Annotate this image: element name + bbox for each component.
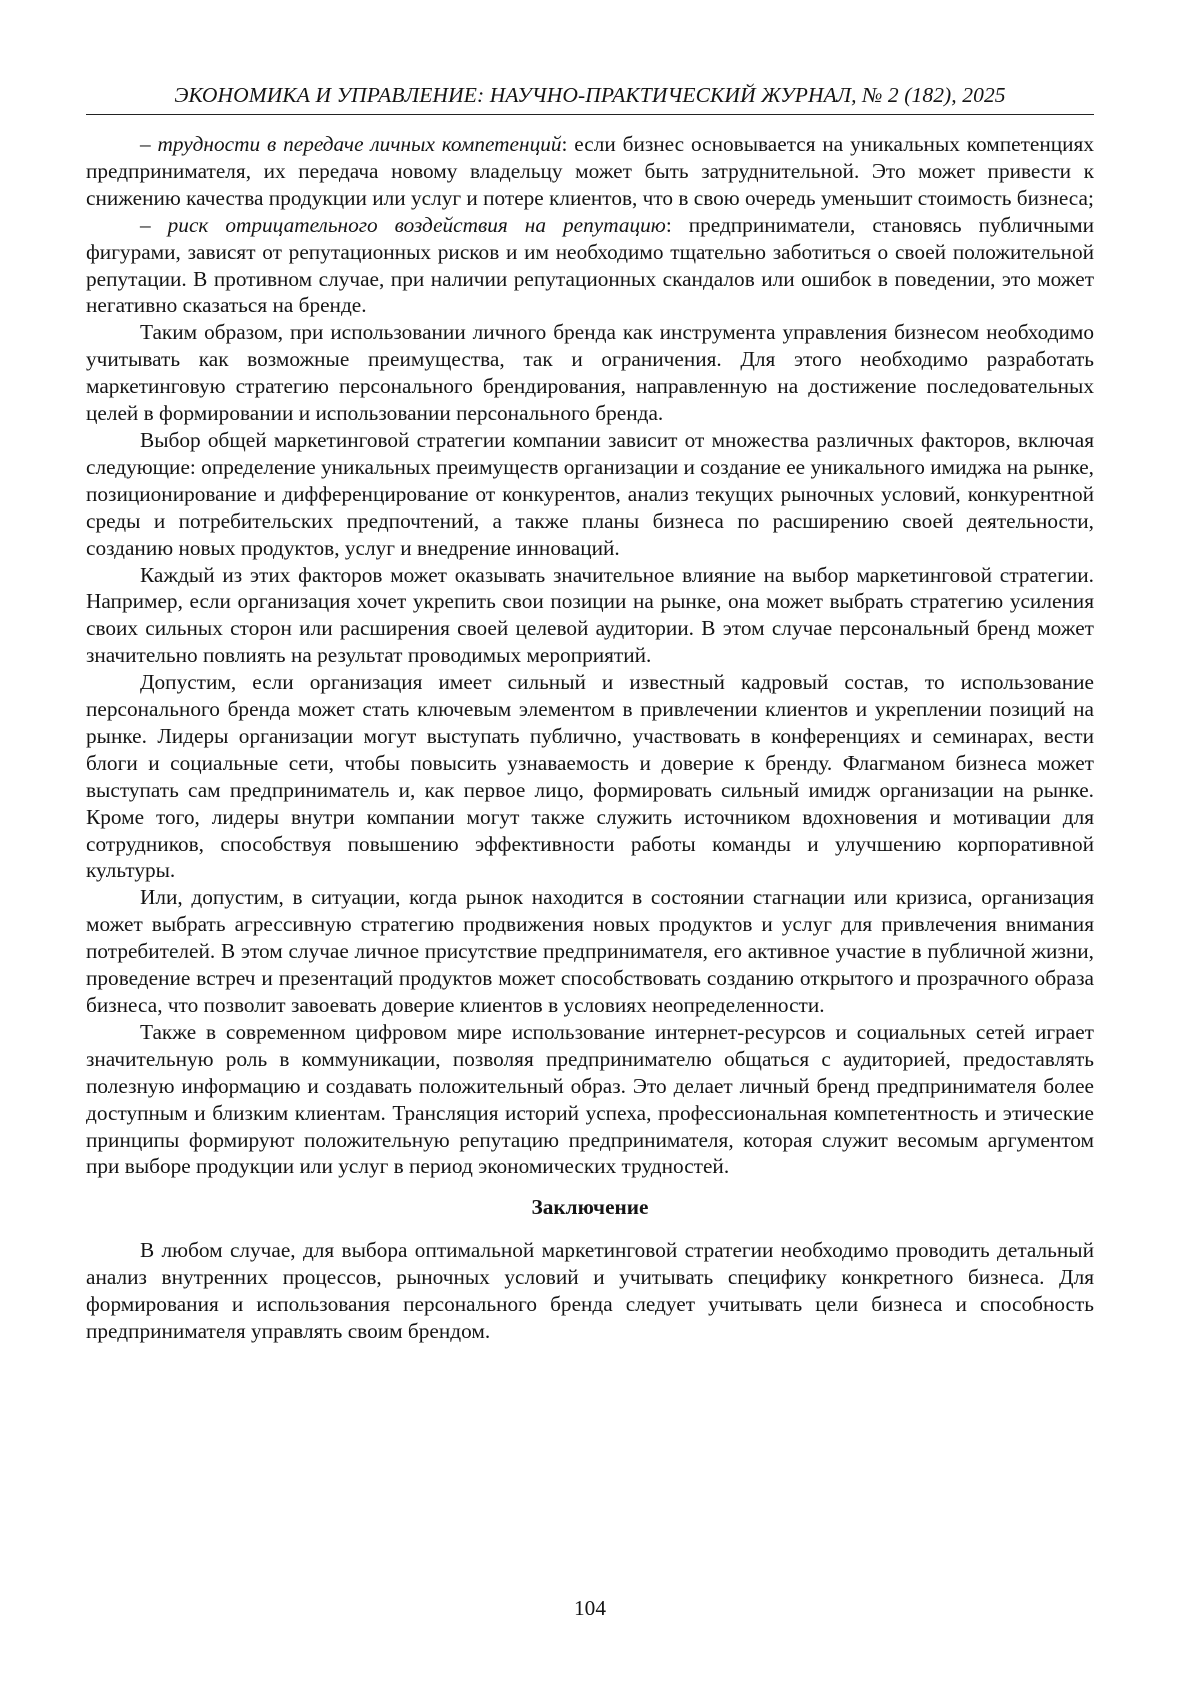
- paragraph: Или, допустим, в ситуации, когда рынок находится в состоянии стагнации или кризиса, организация может выбрать агрессивную стратегию продвижения новых продуктов и услуг для привлечения внимания потребителей. В этом случае личное присутствие предпринимателя, его активное участие в публичной жизни, проведение встреч и презентаций продуктов может способствовать созданию открытого и прозрачного образа бизнеса, что позволит завоевать доверие клиентов в условиях неопределенности.: [86, 884, 1094, 1019]
- list-item-lead: – риск отрицательного воздействия на репутацию: [140, 213, 666, 237]
- list-item-text: : если бизнес основывается на уникальных компетенциях предпринимателя, их передача новому владельцу может быть затруднительной. Это может привести к снижению качества продукции или услуг и потере клиентов, что в свою очередь уменьшит стоимость бизнеса;: [86, 132, 1094, 210]
- paragraph: Выбор общей маркетинговой стратегии компании зависит от множества различных факторов, включая следующие: определение уникальных преимуществ организации и создание ее уникального имиджа на рынке, позиционирование и дифференцирование от конкурентов, анализ текущих рыночных условий, конкурентной среды и потребительских предпочтений, а также планы бизнеса по расширению своей деятельности, созданию новых продуктов, услуг и внедрение инноваций.: [86, 427, 1094, 562]
- list-item-text: : предприниматели, становясь публичными фигурами, зависят от репутационных рисков и им необходимо тщательно заботиться о своей положительной репутации. В противном случае, при наличии репутационных скандалов или ошибок в поведении, это может негативно сказаться на бренде.: [86, 213, 1094, 318]
- paragraph: Таким образом, при использовании личного бренда как инструмента управления бизнесом необходимо учитывать как возможные преимущества, так и ограничения. Для этого необходимо разработать маркетинговую стратегию персонального брендирования, направленную на достижение последовательных целей в формировании и использовании персонального бренда.: [86, 319, 1094, 427]
- section-heading-conclusion: Заключение: [86, 1194, 1094, 1221]
- paragraph-list-item-reputation: [86, 212, 1094, 320]
- paragraph-list-item-competencies: [86, 131, 1094, 212]
- page-number: 104: [86, 1595, 1094, 1622]
- conclusion-paragraph: В любом случае, для выбора оптимальной маркетинговой стратегии необходимо проводить детальный анализ внутренних процессов, рыночных условий и учитывать специфику конкретного бизнеса. Для формирования и использования персонального бренда следует учитывать цели бизнеса и способность предпринимателя управлять своим брендом.: [86, 1237, 1094, 1345]
- journal-page: [86, 82, 1094, 1642]
- paragraph: Также в современном цифровом мире использование интернет-ресурсов и социальных сетей играет значительную роль в коммуникации, позволяя предпринимателю общаться с аудиторией, предоставлять полезную информацию и создавать положительный образ. Это делает личный бренд предпринимателя более доступным и близким клиентам. Трансляция историй успеха, профессиональная компетентность и этические принципы формируют положительную репутацию предпринимателя, которая служит весомым аргументом при выборе продукции или услуг в период экономических трудностей.: [86, 1019, 1094, 1180]
- running-header: ЭКОНОМИКА И УПРАВЛЕНИЕ: НАУЧНО-ПРАКТИЧЕСКИЙ ЖУРНАЛ, № 2 (182), 2025: [86, 82, 1094, 115]
- article-body: [86, 131, 1094, 1345]
- list-item-lead: – трудности в передаче личных компетенций: [140, 132, 562, 156]
- paragraph: Каждый из этих факторов может оказывать значительное влияние на выбор маркетинговой стратегии. Например, если организация хочет укрепить свои позиции на рынке, она может выбрать стратегию усиления своих сильных сторон или расширения своей целевой аудитории. В этом случае персональный бренд может значительно повлиять на результат проводимых мероприятий.: [86, 562, 1094, 670]
- paragraph: Допустим, если организация имеет сильный и известный кадровый состав, то использование персонального бренда может стать ключевым элементом в привлечении клиентов и укреплении позиций на рынке. Лидеры организации могут выступать публично, участвовать в конференциях и семинарах, вести блоги и социальные сети, чтобы повысить узнаваемость и доверие к бренду. Флагманом бизнеса может выступать сам предприниматель и, как первое лицо, формировать сильный имидж организации на рынке. Кроме того, лидеры внутри компании могут также служить источником вдохновения и мотивации для сотрудников, способствуя повышению эффективности работы команды и улучшению корпоративной культуры.: [86, 669, 1094, 884]
